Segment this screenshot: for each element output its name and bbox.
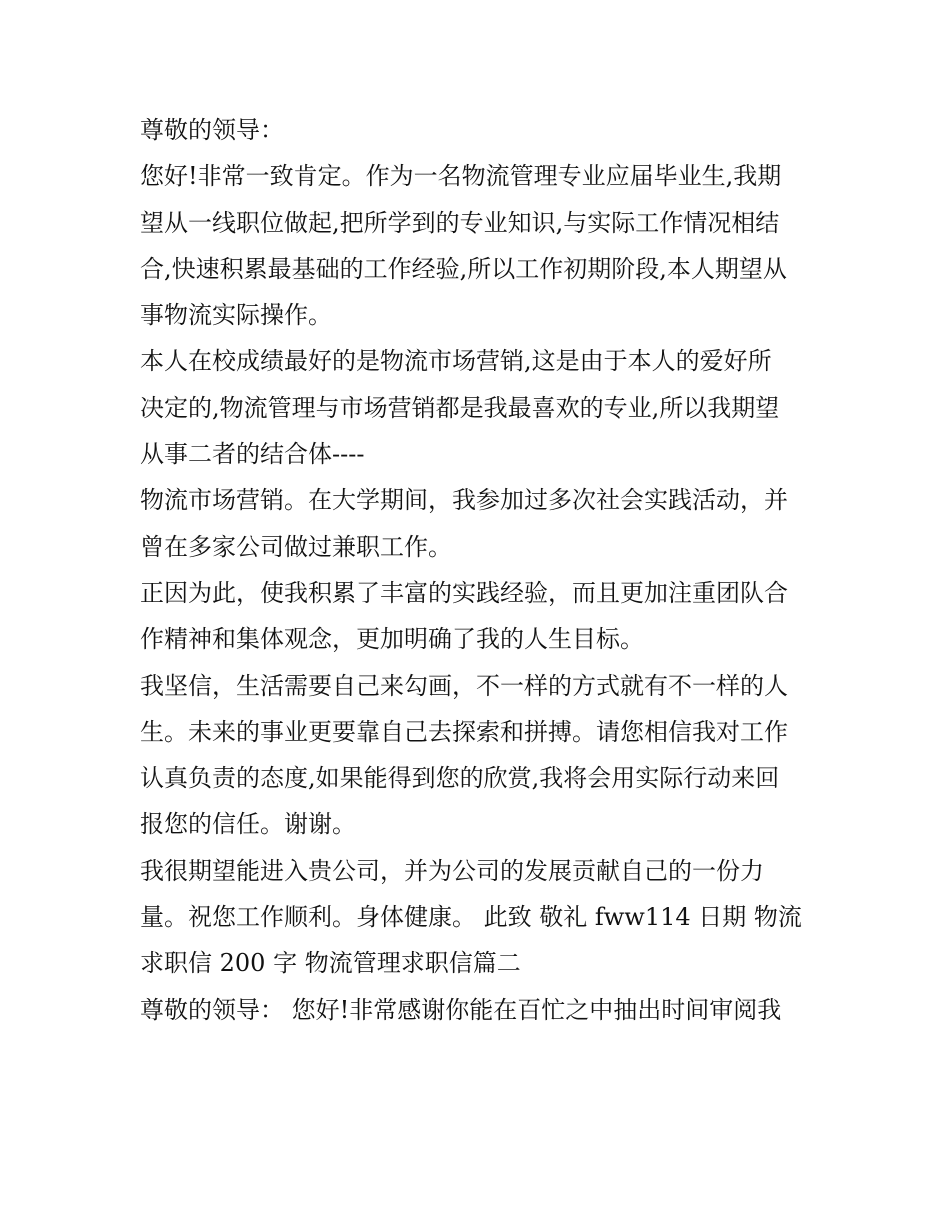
text-line: 决定的,物流管理与市场营销都是我最喜欢的专业,所以我期望 xyxy=(140,393,780,422)
text-line: 正因为此，使我积累了丰富的实践经验，而且更加注重团队合 xyxy=(140,578,788,607)
text-line: 合,快速积累最基础的工作经验,所以工作初期阶段,本人期望从 xyxy=(140,254,787,283)
text-line: 曾在多家公司做过兼职工作。 xyxy=(140,532,452,561)
text-line: 我很期望能进入贵公司，并为公司的发展贡献自己的一份力 xyxy=(140,856,764,885)
text-line: 求职信 200 字 物流管理求职信篇二 xyxy=(140,949,521,978)
text-line: 量。祝您工作顺利。身体健康。 此致 敬礼 fww114 日期 物流 xyxy=(140,903,802,932)
text-line: 您好!非常一致肯定。作为一名物流管理专业应届毕业生,我期 xyxy=(140,162,782,191)
text-line: 作精神和集体观念，更加明确了我的人生目标。 xyxy=(140,625,644,654)
text-line: 报您的信任。谢谢。 xyxy=(140,810,356,839)
text-line: 物流市场营销。在大学期间，我参加过多次社会实践活动，并 xyxy=(140,486,788,515)
letter-body xyxy=(140,107,820,1033)
text-line: 生。未来的事业更要靠自己去探索和拼搏。请您相信我对工作 xyxy=(140,717,788,746)
text-line: 事物流实际操作。 xyxy=(140,301,332,330)
text-line: 本人在校成绩最好的是物流市场营销,这是由于本人的爱好所 xyxy=(140,347,772,376)
text-line: 尊敬的领导： xyxy=(140,116,284,144)
text-line: 尊敬的领导： 您好!非常感谢你能在百忙之中抽出时间审阅我 xyxy=(140,995,782,1024)
text-line: 望从一线职位做起,把所学到的专业知识,与实际工作情况相结 xyxy=(140,208,780,237)
text-line: 从事二者的结合体---- xyxy=(140,440,365,469)
text-line: 认真负责的态度,如果能得到您的欣赏,我将会用实际行动来回 xyxy=(140,764,780,793)
text-line: 我坚信，生活需要自己来勾画，不一样的方式就有不一样的人 xyxy=(140,671,788,700)
